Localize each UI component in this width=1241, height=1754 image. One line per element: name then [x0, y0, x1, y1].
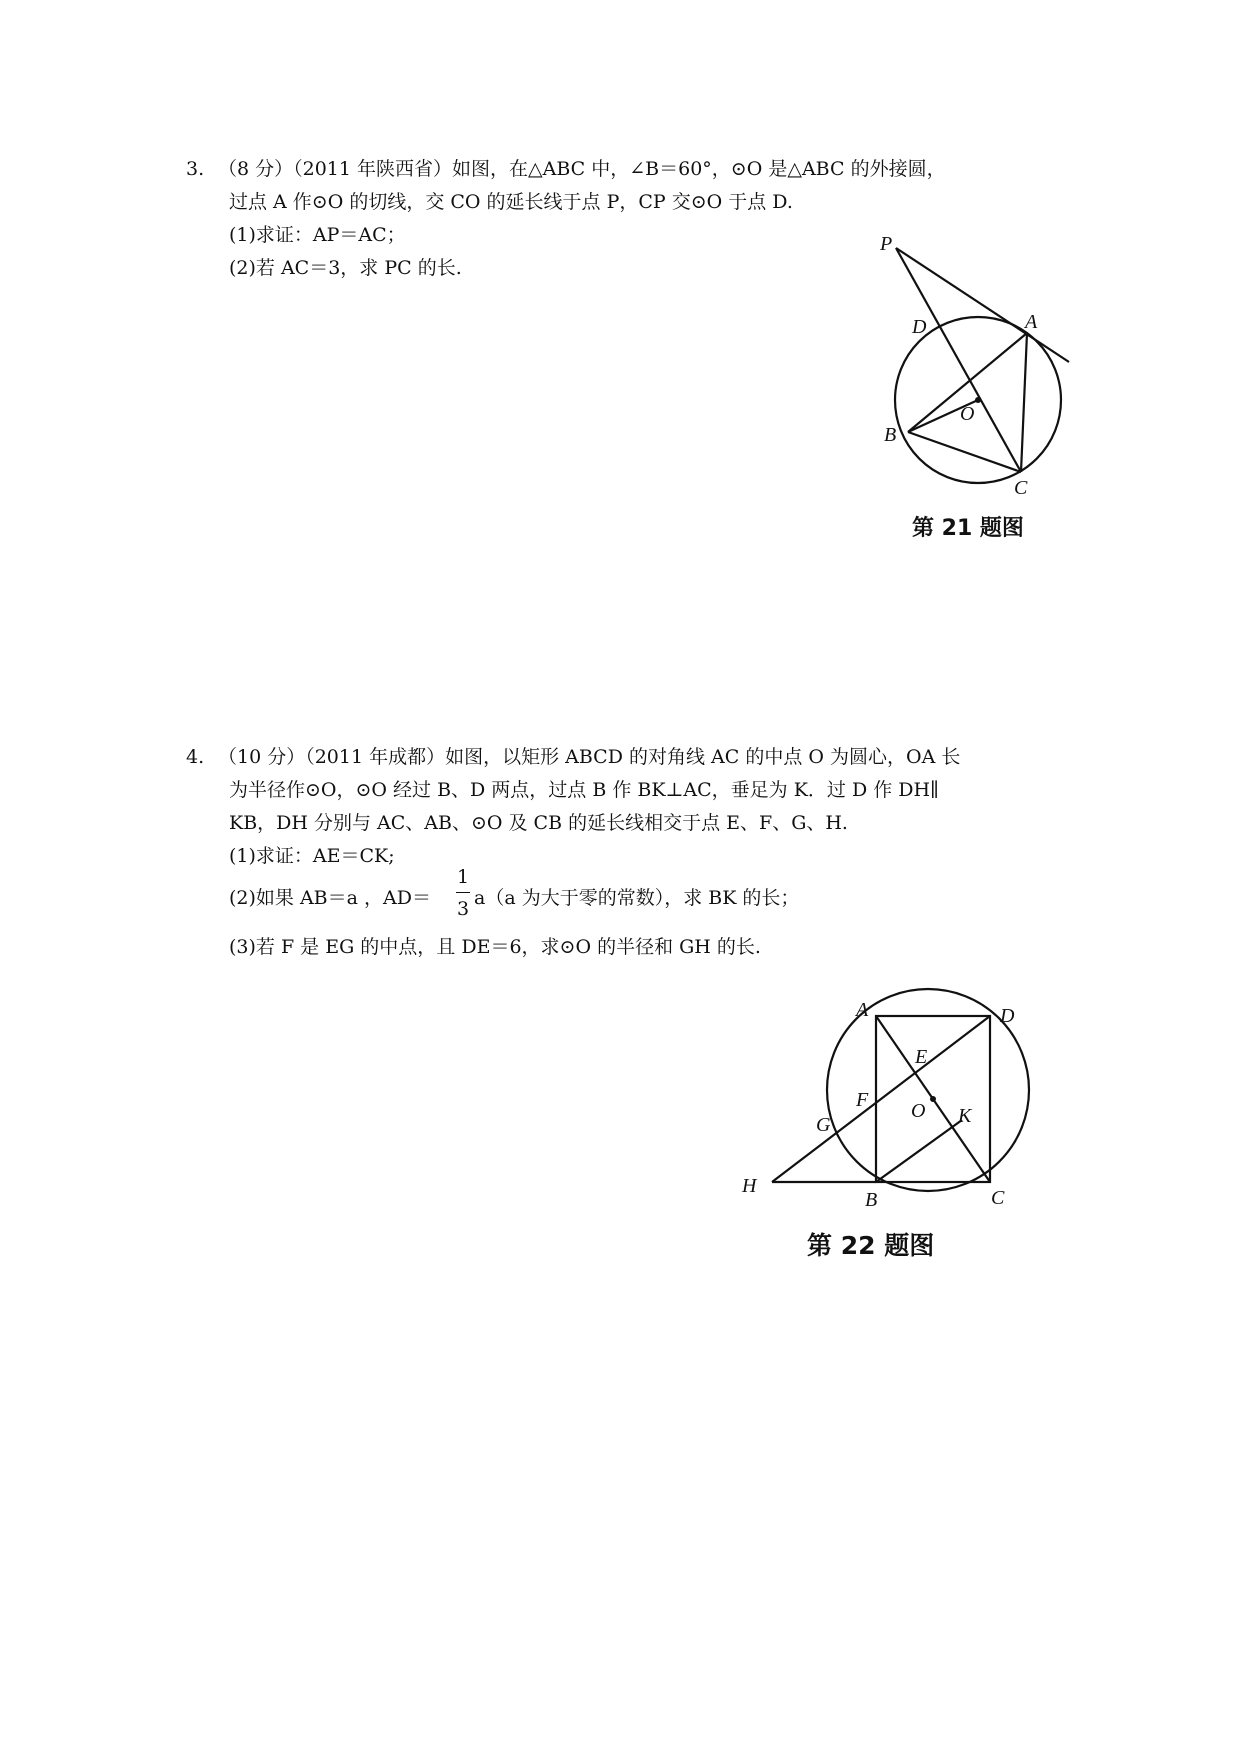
label-b-22: B: [865, 1189, 878, 1211]
problem-4-question-3: (3)若 F 是 EG 的中点，且 DE＝6，求⊙O 的半径和 GH 的长.: [229, 936, 761, 958]
center-point-o-22: [930, 1096, 936, 1102]
problem-4-statement-line-2: 为半径作⊙O，⊙O 经过 B、D 两点，过点 B 作 BK⊥AC，垂足为 K．过 D 作 DH∥: [229, 779, 939, 801]
line-pc: [896, 248, 1021, 472]
label-a-22: A: [856, 999, 869, 1021]
problem-4-figure-caption: 第 22 题图: [807, 1231, 935, 1260]
rectangle-abcd: [876, 1016, 990, 1182]
fraction-numerator: 1: [456, 866, 470, 888]
label-p-21: P: [880, 233, 893, 255]
problem-4-statement-line-1: （10 分）（2011 年成都）如图，以矩形 ABCD 的对角线 AC 的中点 O 为圆心，OA 长: [218, 746, 961, 768]
segment-ab: [908, 333, 1027, 432]
label-h-22: H: [742, 1175, 757, 1197]
label-k-22: K: [958, 1105, 972, 1127]
problem-4-statement-line-3: KB，DH 分别与 AC、AB、⊙O 及 CB 的延长线相交于点 E、F、G、H.: [229, 812, 848, 834]
problem-3-statement-line-2: 过点 A 作⊙O 的切线，交 CO 的延长线于点 P，CP 交⊙O 于点 D.: [229, 191, 793, 213]
problem-3-question-1: (1)求证：AP＝AC；: [229, 224, 406, 246]
circle-o-21: [895, 317, 1061, 483]
fraction-bar: [456, 892, 470, 893]
label-o-21: O: [960, 403, 975, 425]
problem-3-figure-caption: 第 21 题图: [912, 516, 1024, 541]
label-d-22: D: [1000, 1005, 1015, 1027]
label-e-22: E: [915, 1046, 928, 1068]
segment-ac: [1021, 333, 1027, 472]
problem-4-question-2-suffix: a（a 为大于零的常数），求 BK 的长；: [474, 887, 800, 909]
label-d-21: D: [912, 316, 927, 338]
segment-bk: [876, 1120, 962, 1182]
fraction-denominator: 3: [456, 898, 470, 920]
label-c-21: C: [1014, 477, 1028, 499]
label-o-22: O: [911, 1100, 926, 1122]
problem-3-question-2: (2)若 AC＝3，求 PC 的长.: [229, 257, 462, 279]
center-point-o-21: [975, 397, 981, 403]
label-a-21: A: [1025, 311, 1038, 333]
problem-3-statement-line-1: （8 分）（2011 年陕西省）如图，在△ABC 中，∠B＝60°，⊙O 是△ABC 的外接圆，: [218, 158, 946, 180]
tangent-line-pa: [896, 248, 1069, 362]
line-dh: [772, 1016, 990, 1182]
problem-4-number: 4.: [186, 746, 205, 768]
problem-4-question-1: (1)求证：AE＝CK;: [229, 845, 395, 867]
diagonal-ac: [876, 1016, 990, 1182]
problem-3-number: 3.: [186, 158, 205, 180]
segment-bc: [908, 432, 1021, 472]
problem-4-question-2-prefix: (2)如果 AB＝a ，AD＝: [229, 887, 431, 909]
label-b-21: B: [884, 424, 897, 446]
label-g-22: G: [816, 1114, 831, 1136]
circle-o-22: [827, 989, 1029, 1191]
label-f-22: F: [856, 1089, 869, 1111]
segment-bo: [908, 400, 978, 432]
label-c-22: C: [991, 1187, 1005, 1209]
